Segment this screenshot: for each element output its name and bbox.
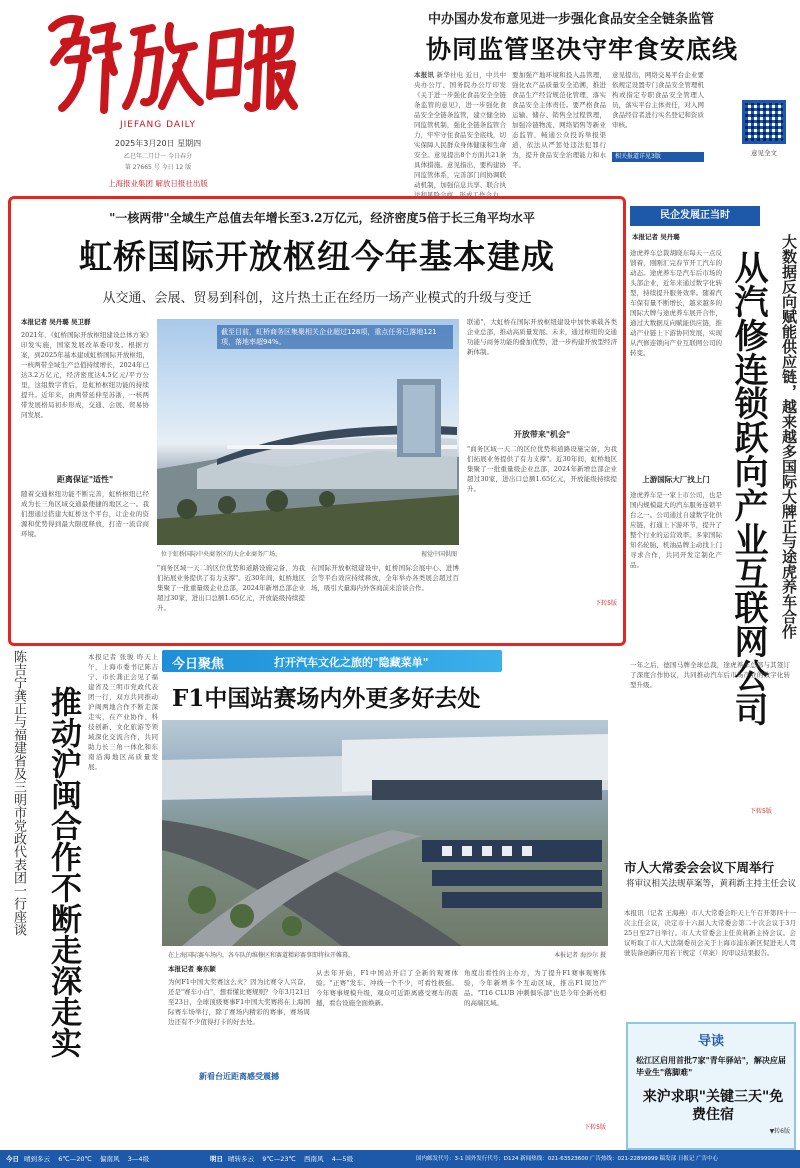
feature-col1 [168, 964, 310, 1138]
guide-item[interactable] [636, 1054, 786, 1078]
lead-under-photo-text2: 在国际开放枢纽建设中，虹桥国际会展中心、进博会等平台效应持续释放，全年举办各类展会超过百场，吸引大量海内外客商前来洽谈合作。 [311, 564, 459, 592]
lead-col1-text: 2021年，《虹桥国际开放枢纽建设总体方案》印发实施，国家发展改革委印发。根据方案，到2025年基本建成虹桥国际开放枢纽，一核两带全域生产总值持续增长，2024年已达3.2万亿元，经济密度达4.5亿元/平方公里，这组数字背后，是虹桥枢纽功能的持续提升。近年来，由两带延伸至苏浙，一核两带发展格局初步形成，交通、会展、贸易协同发展。 [21, 331, 149, 419]
right-bottom-headline[interactable]: 市人大常委会会议下周举行 [624, 860, 775, 875]
lead-photo-caption: 截至目前，虹桥商务区集聚相关企业超过128项，重点任务已落地121项，落地率超94%。 [217, 325, 453, 349]
top-story-byline: 本报讯 [414, 71, 435, 79]
masthead [8, 6, 308, 194]
right-top-more-link[interactable]: 下转5版 [750, 808, 772, 815]
guide-item-text: 来沪求职"关键三天"免费住宿 [642, 1089, 784, 1123]
right-top-side-headline: 大数据反向赋能供应链，越来越多国际大牌正与途虎养车合作 [780, 234, 798, 639]
masthead-lunar: 乙巳年二月廿一 今日春分 [124, 153, 192, 160]
weather-tomorrow-label: 明日 [210, 1155, 223, 1163]
left-story-body: 本报记者 张骏 昨天上午，上海市委书记陈吉宁、市长龚正会见了福建省及三明市党政代表团一行，双方共同推动沪闽两地合作不断走深走实，在产业协作、科技创新、文化旅游等领域深化交流合作，共同助力长三角一体化和东南沿海地区高质量发展。 [88, 653, 158, 771]
feature-banner-sub: 打开汽车文化之旅的"隐藏菜单" [274, 656, 429, 669]
newspaper-logo [34, 10, 294, 120]
lead-col2b-text: "商务区域一天二的区位优势和道路设施完备，为我们拓展业务提供了有力支撑"。近30年间，虹桥地区集聚了一批重量级企业总部，2024年新增总部企业超过30家，进出口总额1.65亿元，开放能级持续提升。 [467, 445, 617, 493]
lead-col2 [467, 317, 617, 641]
feature-headline[interactable]: F1中国站赛场内外更多好去处 [172, 685, 481, 712]
lead-kicker: "一核两带"全域生产总值去年增长至3.2万亿元，经济密度5倍于长三角平均水平 [109, 211, 535, 225]
feature-byline: 本报记者 秦东颖 [168, 965, 216, 973]
right-top-body2: 途虎养车是一家上市公司，也是国内规模最大的汽车服务连锁平台之一。公司通过自建数字化供应链，打通上下游环节，提升了整个行业的运营效率。多家国际知名轮胎、机油品牌主动找上门寻求合作，共同开发定制化产品。 [630, 491, 722, 569]
lead-subhead: 从交通、会展、贸易到科创，这片热土正在经历一场产业模式的升级与变迁 [102, 291, 532, 306]
lead-col1 [21, 317, 149, 639]
lead-col1-heading: 距离保证"适性" [56, 474, 114, 484]
right-top-byline: 本报记者 吴丹璐 [632, 233, 680, 241]
weather-today: 晴到多云 6℃—20℃ 偏南风 3—4级 [24, 1155, 150, 1163]
feature-banner [162, 650, 502, 672]
guide-title: 导读 [697, 1034, 724, 1049]
lead-byline: 本报记者 吴丹璐 吴卫群 [21, 318, 91, 326]
right-top-headline[interactable]: 从汽修连锁跃向产业互联网公司 [728, 250, 768, 726]
footer-bar [0, 1150, 800, 1168]
lead-col1b-text: 随着交通枢纽功能不断完善，虹桥枢纽已经成为长三角区域交通最便捷的地区之一。我们想通过搭建大虹桥这个平台，让企业的资源和优势得到最大限度释放，打造一流营商环境。 [21, 490, 149, 538]
section-tag: 民企发展正当时 [630, 206, 760, 226]
right-bottom-story [620, 858, 800, 1018]
feature-more-link[interactable]: 下转5版 [584, 1124, 606, 1131]
feature-photo-caption: 在上海国际赛车场内，各车队的维修区和赛道精彩赛事即将拉开帷幕。 [168, 952, 355, 959]
right-bottom-body: 本报讯（记者 王海燕）市人大常委会昨天上午召开第四十一次主任会议，决定市十六届人大常委会第二十次会议于3月25日至27日举行。市人大常委会主任黄莉新主持会议。会议听取了市人大法制委员会关于上海市浦东新区促进无人驾驶装备创新应用若干规定（草案）的审议结果报告。 [624, 909, 796, 957]
left-story-headline[interactable]: 推动沪闽合作不断走深走实 [45, 686, 81, 1058]
lead-photo-credit: 视觉中国供图 [420, 551, 457, 558]
lead-more-link[interactable]: 下转5版 [595, 600, 617, 607]
lead-under-photo-text1: "商务区域一天二的区位优势和道路设施完备，为我们拓展业务提供了有力支撑"。近30年间，虹桥地区集聚了一批重量级企业总部，2024年新增总部企业超过30家，进出口总额1.65亿元，开放能级持续提升。 [157, 564, 305, 612]
qr-label: 意见全文 [751, 149, 777, 157]
weather-today-label: 今日 [6, 1155, 19, 1163]
top-story-headline[interactable]: 协同监管坚决守牢食安底线 [426, 35, 739, 64]
top-story-col3: 意见提出，网络交易平台企业要依规定设置专门食品安全管理机构或指定专职食品安全管理人员，落实平台主体责任，对入网食品经营者进行实名登记和资质审核。 [612, 71, 704, 129]
footer-info: 国内邮发代号：3-1 国外发行代号：D124 新闻热线：021-63523600 广告热线：021-22899999 稿发部 日报记 广告中心 [416, 1156, 719, 1162]
qr-code[interactable] [742, 100, 786, 144]
top-story-kicker: 中办国办发布意见进一步强化食品安全全链条监管 [428, 12, 715, 27]
right-top-body3: 一年之后，德国马牌全球总裁，途虎养车总部与其签订了深度合作协议，共同推动汽车后市场产业的数字化转型升级。 [630, 661, 790, 689]
right-bottom-subhead: 将审议相关法规草案等，黄莉新主持主任会议 [626, 879, 797, 889]
guide-item-page[interactable]: ▼转6版 [769, 1128, 790, 1135]
right-top-subhead: 上游国际大厂找上门 [642, 475, 710, 484]
lead-headline[interactable]: 虹桥国际开放枢纽今年基本建成 [79, 237, 555, 276]
top-story-col2: 要加强产地环境和投入品管理，强化农产品质量安全追溯，推进食品生产经营规范化管理，落实食品安全主体责任。要严格食品运输、储存、销售全过程管理，加强冷链物流、网络销售等新业态监管，畅通公众投诉举报渠道，依法从严惩处违法犯罪行为，提升食品安全治理能力和水平。 [512, 71, 606, 169]
guide-item-text: 松江区启用首批7家"青年驿站"，解决应届毕业生"落脚难" [636, 1055, 786, 1077]
feature-col3: 角度出看性的主办方，为了提升F1赛事观赛体验，今年新增多个互动区域，推出F1周边产品。"T16 CLUB 冲刺俱乐部"也是今年全新亮相的高端区域。 [464, 969, 606, 1007]
weather-tomorrow: 晴转多云 9℃—23℃ 西南风 4—5级 [228, 1155, 354, 1163]
right-top-body: 途虎养车总裁胡晓东每天一点反馈着，刚刚汇完春节开工汽车的动态。途虎养车是汽车后市场的头部企业，近年来通过数字化转型，持续提升服务效率。随着汽车保有量不断增长，越来越多的国际大牌与途虎养车展开合作，通过大数据反向赋能供应链，推动产业链上下游协同发展，实现从汽修连锁向产业互联网公司的转变。 [630, 249, 722, 357]
lead-story-frame [8, 196, 626, 646]
top-story [318, 4, 800, 199]
feature-col1-heading: 新看台近距离感受震撼 [199, 1071, 279, 1081]
masthead-pinyin: JIEFANG DAILY [120, 120, 196, 130]
top-story-more-link[interactable]: 相关报道详见3版 [612, 152, 704, 162]
guide-item[interactable] [636, 1088, 790, 1135]
feature-col1-text: 为何F1中国大奖赛这么火？因为比赛令人兴奋，还是"赛车小白"，想看懂比赛规则？今年3月21日至23日，全球顶级赛事F1中国大奖赛将在上海国际赛车场举行，除了赛场内精彩的赛事，赛场周边还有不少值得打卡的好去处。 [168, 978, 310, 1026]
feature-col3-wrap [464, 968, 606, 1138]
top-story-col1: 本报讯 新华社电 近日，中共中央办公厅、国务院办公厅印发《关于进一步强化食品安全全链条监管的意见》，进一步强化食品安全全链条监管，建立健全协同监管机制，强化全链条监管合力，牢牢守住食品安全底线，切实保障人民群众身体健康和生命安全。意见提出8个方面共21条具体措施。意见指出，要构建协同监管体系，完善部门间协调联动机制，加强信息共享、联合执法和风险会商，形成工作合力。 [414, 71, 506, 199]
masthead-publisher: 上海报业集团 解放日报社出版 [108, 179, 208, 188]
lead-col2-text: 联通"，大虹桥在国际开放枢纽建设中加快承载各类企业总部，推动高质量发展。未来，通过枢纽的交通功能与商务功能的叠加优势，进一步构建开放型经济新体制。 [467, 318, 617, 356]
feature-photo-credit: 本报记者 海沙尔 摄 [554, 952, 606, 959]
feature-col2: 从去年开始，F1中国站开启了全新的观赛体验。"正赛"发车、冲线一个不少，可看性极强。今年赛事规模升级，观众可近距离感受赛车的震撼，看台设施全面焕新。 [316, 969, 458, 1007]
masthead-date: 2025年3月20日 星期四 [114, 139, 202, 148]
guide-box [626, 1022, 796, 1150]
feature-banner-label: 今日聚焦 [172, 657, 225, 672]
masthead-issue: 第 27665 号 今日 12 版 [124, 164, 192, 171]
lead-photo-subcaption: 位于虹桥国际中央商务区的大企业商务广场。 [161, 551, 282, 558]
left-story [0, 650, 160, 1140]
lead-col2-heading: 开放带来"机会" [513, 429, 571, 439]
feature-story [162, 650, 614, 1140]
left-story-snippet: 陈吉宁龚正与福建省及三明市党政代表团一行座谈 [11, 650, 26, 936]
feature-photo [162, 720, 608, 946]
lead-photo [157, 319, 459, 545]
right-top-story [630, 200, 800, 820]
